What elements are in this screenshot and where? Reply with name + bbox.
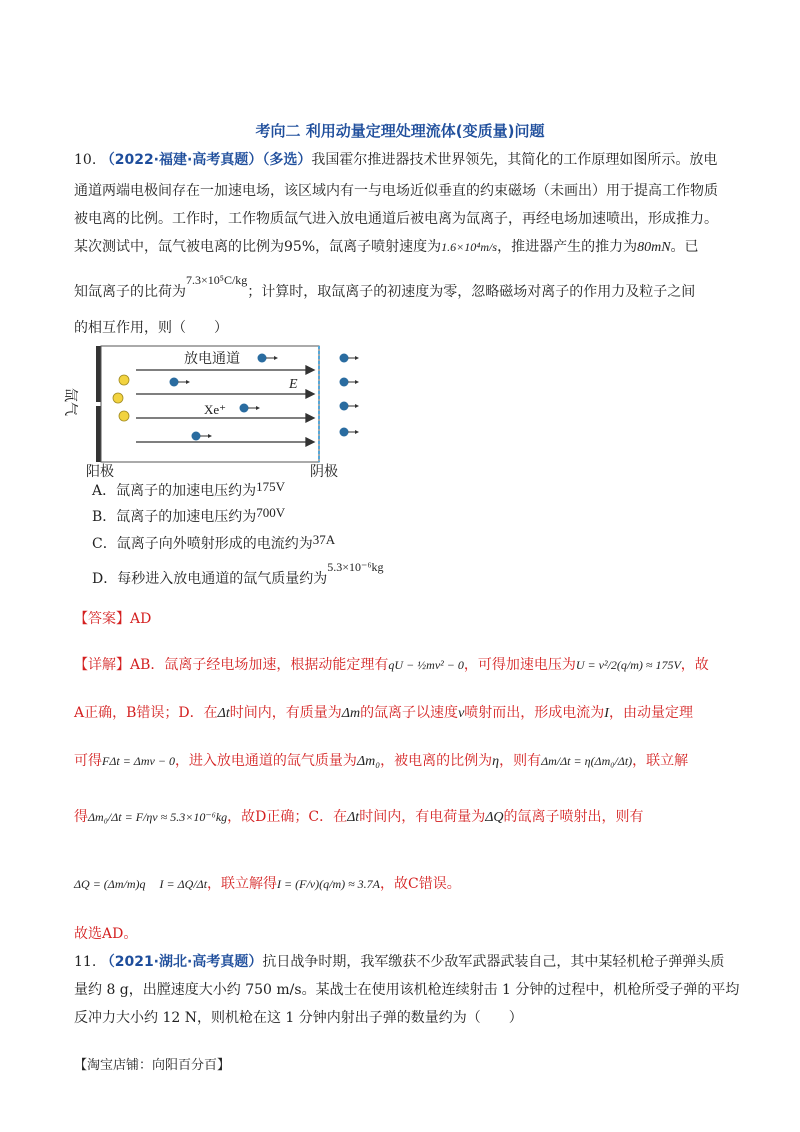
- q10-velocity: 1.6×10⁴m/s: [441, 240, 498, 254]
- detail-text-2a: A正确，B错误；D．在: [74, 705, 218, 721]
- q10-line-1: [74, 150, 734, 170]
- q10-line-4: [74, 237, 734, 258]
- label-field: E: [289, 377, 298, 392]
- sym-dm: Δm: [341, 706, 361, 721]
- ions-outside: [340, 354, 360, 437]
- detail-text-2d: 喷射而出，形成电流为: [464, 705, 605, 721]
- xenon-atoms: [113, 375, 129, 421]
- q10-source: （2022·福建·高考真题）: [100, 152, 263, 168]
- option-a-value: 175V: [256, 479, 286, 494]
- q11-line-2: 量约 8 g，出膛速度大小约 750 m/s。某战士在使用该机枪连续射击 1 分钟的过程中，机枪所受子弹的平均: [74, 982, 740, 998]
- eq-mass-rate: Δm₀/Δt = F/ηv ≈ 5.3×10⁻⁶kg: [88, 810, 228, 824]
- eq-ratio: Δm/Δt = η(Δm₀/Δt): [541, 754, 633, 768]
- q10-text-4c: 。已: [670, 239, 699, 255]
- label-cathode: 阴极: [310, 464, 338, 480]
- option-a-text: A．氙离子的加速电压约为: [92, 483, 257, 499]
- eq-charge: ΔQ = (Δm/m)q: [74, 877, 146, 891]
- sym-eta: η: [492, 754, 500, 769]
- option-c-text: C．氙离子向外喷射形成的电流约为: [92, 536, 313, 552]
- q10-tag: （多选）: [262, 152, 312, 168]
- footer-shop: 【淘宝店铺：向阳百分百】: [74, 1058, 231, 1073]
- q11-number: 11.: [74, 954, 97, 970]
- sym-dm0: Δm₀: [356, 754, 381, 769]
- option-c-value: 37A: [312, 532, 336, 547]
- detail-text-3b: ，进入放电通道的氙气质量为: [174, 753, 357, 769]
- detail-line-3: [74, 751, 734, 772]
- label-gas: 氙气: [62, 388, 78, 416]
- answer-line: [74, 609, 734, 629]
- eq-momentum: FΔt = Δmv − 0: [102, 754, 175, 768]
- q10-line-6: 的相互作用，则（ ）: [74, 320, 228, 336]
- q11-source: （2021·湖北·高考真题）: [100, 954, 263, 970]
- q10-text-5b: ；计算时，取氙离子的初速度为零，忽略磁场对离子的作用力及粒子之间: [247, 284, 696, 300]
- sym-dt: Δt: [217, 706, 230, 721]
- eq-kinetic-energy: qU − ½mv² − 0: [388, 658, 464, 672]
- detail-text-2e: ，由动量定理: [608, 705, 693, 721]
- q10-number: 10.: [74, 152, 97, 168]
- detail-text-3c: ，被电离的比例为: [380, 753, 493, 769]
- detail-text-3a: 可得: [74, 753, 102, 769]
- option-b-text: B．氙离子的加速电压约为: [92, 509, 257, 525]
- option-d-text: D．每秒进入放电通道的氙气质量约为: [92, 571, 328, 587]
- detail-line-5: [74, 874, 734, 894]
- q10-force: 80mN: [637, 240, 671, 255]
- detail-line-4: [74, 807, 734, 828]
- detail-text-4b: ，故D正确；C．在: [227, 809, 348, 825]
- label-anode: 阳极: [86, 464, 114, 480]
- detail-text-4c: 时间内，有电荷量为: [359, 809, 486, 825]
- sym-dq: ΔQ: [485, 810, 504, 825]
- detail-conclusion: 故选AD。: [74, 926, 138, 942]
- detail-text-3e: ，联立解: [632, 753, 689, 769]
- option-b-value: 700V: [256, 505, 286, 520]
- detail-text-2b: 时间内，有质量为: [229, 705, 342, 721]
- sym-v: v: [458, 706, 465, 721]
- q10-charge-ratio: 7.3×10⁵C/kg: [186, 273, 248, 287]
- detail-text-2c: 的氙离子以速度: [360, 705, 459, 721]
- label-channel: 放电通道: [184, 351, 240, 367]
- detail-text-5b: ，故C错误。: [380, 876, 461, 892]
- sym-dt-2: Δt: [347, 810, 360, 825]
- detail-text-4d: 的氙离子喷射出，则有: [503, 809, 644, 825]
- hall-thruster-diagram: [62, 338, 374, 480]
- detail-line-1: [74, 655, 734, 675]
- label-ion: Xe⁺: [204, 402, 227, 417]
- q10-line-2: 通道两端电极间存在一加速电场，该区域内有一与电场近似垂直的约束磁场（未画出）用于提高工作物质: [74, 183, 718, 199]
- detail-text-5a: ，联立解得: [207, 876, 278, 892]
- sym-i: I: [604, 706, 609, 721]
- q11-text-1: 抗日战争时期，我军缴获不少敌军武器武装自己，其中某轻机枪子弹弹头质: [262, 954, 725, 970]
- q11-line-3: 反冲力大小约 12 N，则机枪在这 1 分钟内射出子弹的数量约为（ ）: [74, 1010, 523, 1026]
- detail-text-4a: 得: [74, 809, 88, 825]
- detail-label: 【详解】: [74, 657, 130, 673]
- eq-current-def: I = ΔQ/Δt: [159, 877, 208, 891]
- section-heading: 考向二 利用动量定理处理流体(变质量)问题: [255, 122, 545, 140]
- option-c[interactable]: [92, 534, 335, 554]
- option-d[interactable]: [92, 560, 384, 589]
- q10-line-5: [74, 273, 734, 302]
- option-b[interactable]: [92, 507, 285, 527]
- eq-current: I = (F/v)(q/m) ≈ 3.7A: [277, 877, 381, 891]
- eq-voltage: U = v²/2(q/m) ≈ 175V: [575, 658, 681, 672]
- q10-text-1: 我国霍尔推进器技术世界领先，其简化的工作原理如图所示。放电: [311, 152, 718, 168]
- q10-line-3: 被电离的比例。工作时，工作物质氙气进入放电通道后被电离为氙离子，再经电场加速喷出，形成推力。: [74, 211, 718, 227]
- q11-line-1: [74, 952, 734, 972]
- detail-line-2: [74, 703, 734, 724]
- detail-text-1a: AB．氙离子经电场加速，根据动能定理有: [130, 657, 389, 673]
- answer-value: AD: [130, 611, 152, 627]
- detail-text-1c: ，故: [680, 657, 709, 673]
- detail-text-1b: ，可得加速电压为: [463, 657, 576, 673]
- q10-text-4a: 某次测试中，氙气被电离的比例为95%，氙离子喷射速度为: [74, 239, 442, 255]
- option-a[interactable]: [92, 481, 285, 501]
- anode-plate-top: [96, 346, 101, 402]
- q10-text-4b: ，推进器产生的推力为: [497, 239, 638, 255]
- detail-text-3d: ，则有: [499, 753, 542, 769]
- anode-plate-bottom: [96, 406, 101, 462]
- q10-text-5a: 知氙离子的比荷为: [74, 284, 186, 300]
- option-d-value: 5.3×10⁻⁶kg: [327, 560, 384, 574]
- answer-label: 【答案】: [74, 611, 130, 627]
